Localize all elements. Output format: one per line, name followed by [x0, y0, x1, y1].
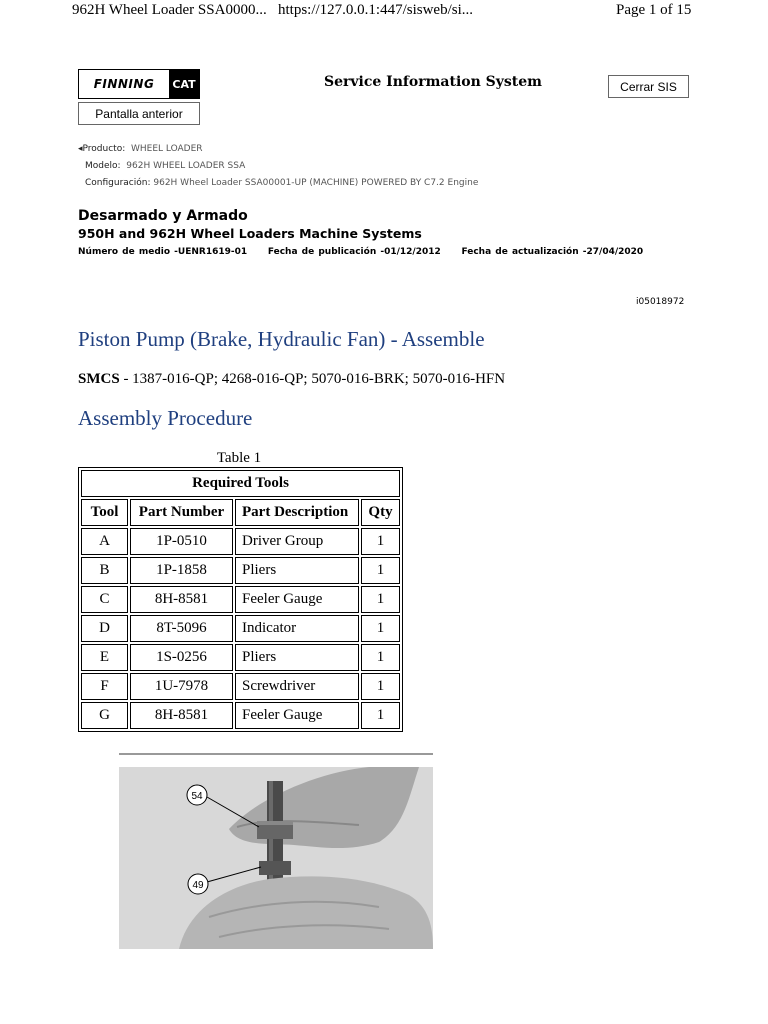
document-heading: Desarmado y Armado — [78, 208, 248, 224]
illustration-graphic — [119, 767, 433, 949]
part-number-cell: 8H-8581 — [130, 586, 233, 613]
part-number-cell: 1P-0510 — [130, 528, 233, 555]
tool-cell: C — [81, 586, 128, 613]
model-row — [85, 161, 245, 171]
table-row — [81, 528, 400, 555]
part-number-cell: 1P-1858 — [130, 557, 233, 584]
part-description-cell: Feeler Gauge — [235, 702, 359, 729]
qty-cell: 1 — [361, 557, 400, 584]
qty-cell: 1 — [361, 702, 400, 729]
table-header-row — [81, 499, 400, 526]
product-value: WHEEL LOADER — [130, 144, 203, 154]
qty-cell: 1 — [361, 528, 400, 555]
table-row — [81, 673, 400, 700]
part-description-cell: Indicator — [235, 615, 359, 642]
table-caption: Table 1 — [216, 450, 262, 466]
config-label: Configuración: — [85, 178, 151, 188]
collapse-arrow-icon[interactable]: ◂ — [78, 144, 83, 154]
product-label: Producto: — [82, 144, 126, 154]
smcs-label: SMCS — [78, 371, 120, 387]
callout-49: 49 — [192, 880, 204, 891]
column-header: Part Description — [235, 499, 359, 526]
publication-date: Fecha de publicación -01/12/2012 — [267, 247, 441, 257]
model-value: 962H WHEEL LOADER SSA — [126, 161, 246, 171]
table-row — [81, 644, 400, 671]
table-row — [81, 615, 400, 642]
part-number-cell: 1U-7978 — [130, 673, 233, 700]
print-doc-title: 962H Wheel Loader SSA0000... — [72, 2, 267, 18]
part-description-cell: Pliers — [235, 557, 359, 584]
config-value: 962H Wheel Loader SSA00001-UP (MACHINE) POWERED BY C7.2 Engine — [153, 178, 479, 188]
part-description-cell: Pliers — [235, 644, 359, 671]
part-number-cell: 8T-5096 — [130, 615, 233, 642]
assembly-illustration — [119, 767, 433, 949]
article-title: Piston Pump (Brake, Hydraulic Fan) - Assemble — [78, 327, 485, 351]
part-number-cell: 1S-0256 — [130, 644, 233, 671]
back-button[interactable]: Pantalla anterior — [78, 102, 200, 125]
part-number-cell: 8H-8581 — [130, 702, 233, 729]
image-id: i05018972 — [636, 297, 685, 307]
update-date: Fecha de actualización -27/04/2020 — [461, 247, 644, 257]
section-title: Assembly Procedure — [78, 406, 253, 430]
print-url: https://127.0.0.1:447/sisweb/si... — [278, 2, 474, 18]
smcs-line — [78, 371, 505, 388]
finning-cat-logo — [78, 69, 200, 99]
table-row — [81, 702, 400, 729]
qty-cell: 1 — [361, 615, 400, 642]
column-header: Tool — [81, 499, 128, 526]
column-header: Qty — [361, 499, 400, 526]
product-row — [78, 144, 203, 154]
part-description-cell: Driver Group — [235, 528, 359, 555]
table-row — [81, 586, 400, 613]
close-sis-button[interactable]: Cerrar SIS — [608, 75, 689, 98]
table-title: Required Tools — [81, 470, 400, 497]
config-row — [85, 178, 478, 188]
column-header: Part Number — [130, 499, 233, 526]
logo-finning-text: FINNING — [93, 77, 155, 91]
part-description-cell: Feeler Gauge — [235, 586, 359, 613]
document-subheading: 950H and 962H Wheel Loaders Machine Systems — [78, 226, 422, 241]
logo-cat-text: CAT — [169, 70, 199, 98]
table-row — [81, 557, 400, 584]
qty-cell: 1 — [361, 586, 400, 613]
figure-divider — [119, 753, 433, 755]
print-page-number: Page 1 of 15 — [616, 2, 692, 18]
smcs-codes: - 1387-016-QP; 4268-016-QP; 5070-016-BRK; 5070-016-HFN — [119, 371, 506, 387]
qty-cell: 1 — [361, 644, 400, 671]
tool-cell: B — [81, 557, 128, 584]
tool-cell: D — [81, 615, 128, 642]
table-title-row — [81, 470, 400, 497]
document-meta — [78, 247, 643, 257]
model-label: Modelo: — [85, 161, 121, 171]
required-tools-table — [78, 467, 403, 732]
media-number: Número de medio -UENR1619-01 — [78, 247, 248, 257]
tool-cell: G — [81, 702, 128, 729]
tool-cell: F — [81, 673, 128, 700]
app-title: Service Information System — [324, 74, 542, 90]
part-description-cell: Screwdriver — [235, 673, 359, 700]
tool-cell: A — [81, 528, 128, 555]
callout-54: 54 — [191, 791, 203, 802]
tool-cell: E — [81, 644, 128, 671]
qty-cell: 1 — [361, 673, 400, 700]
